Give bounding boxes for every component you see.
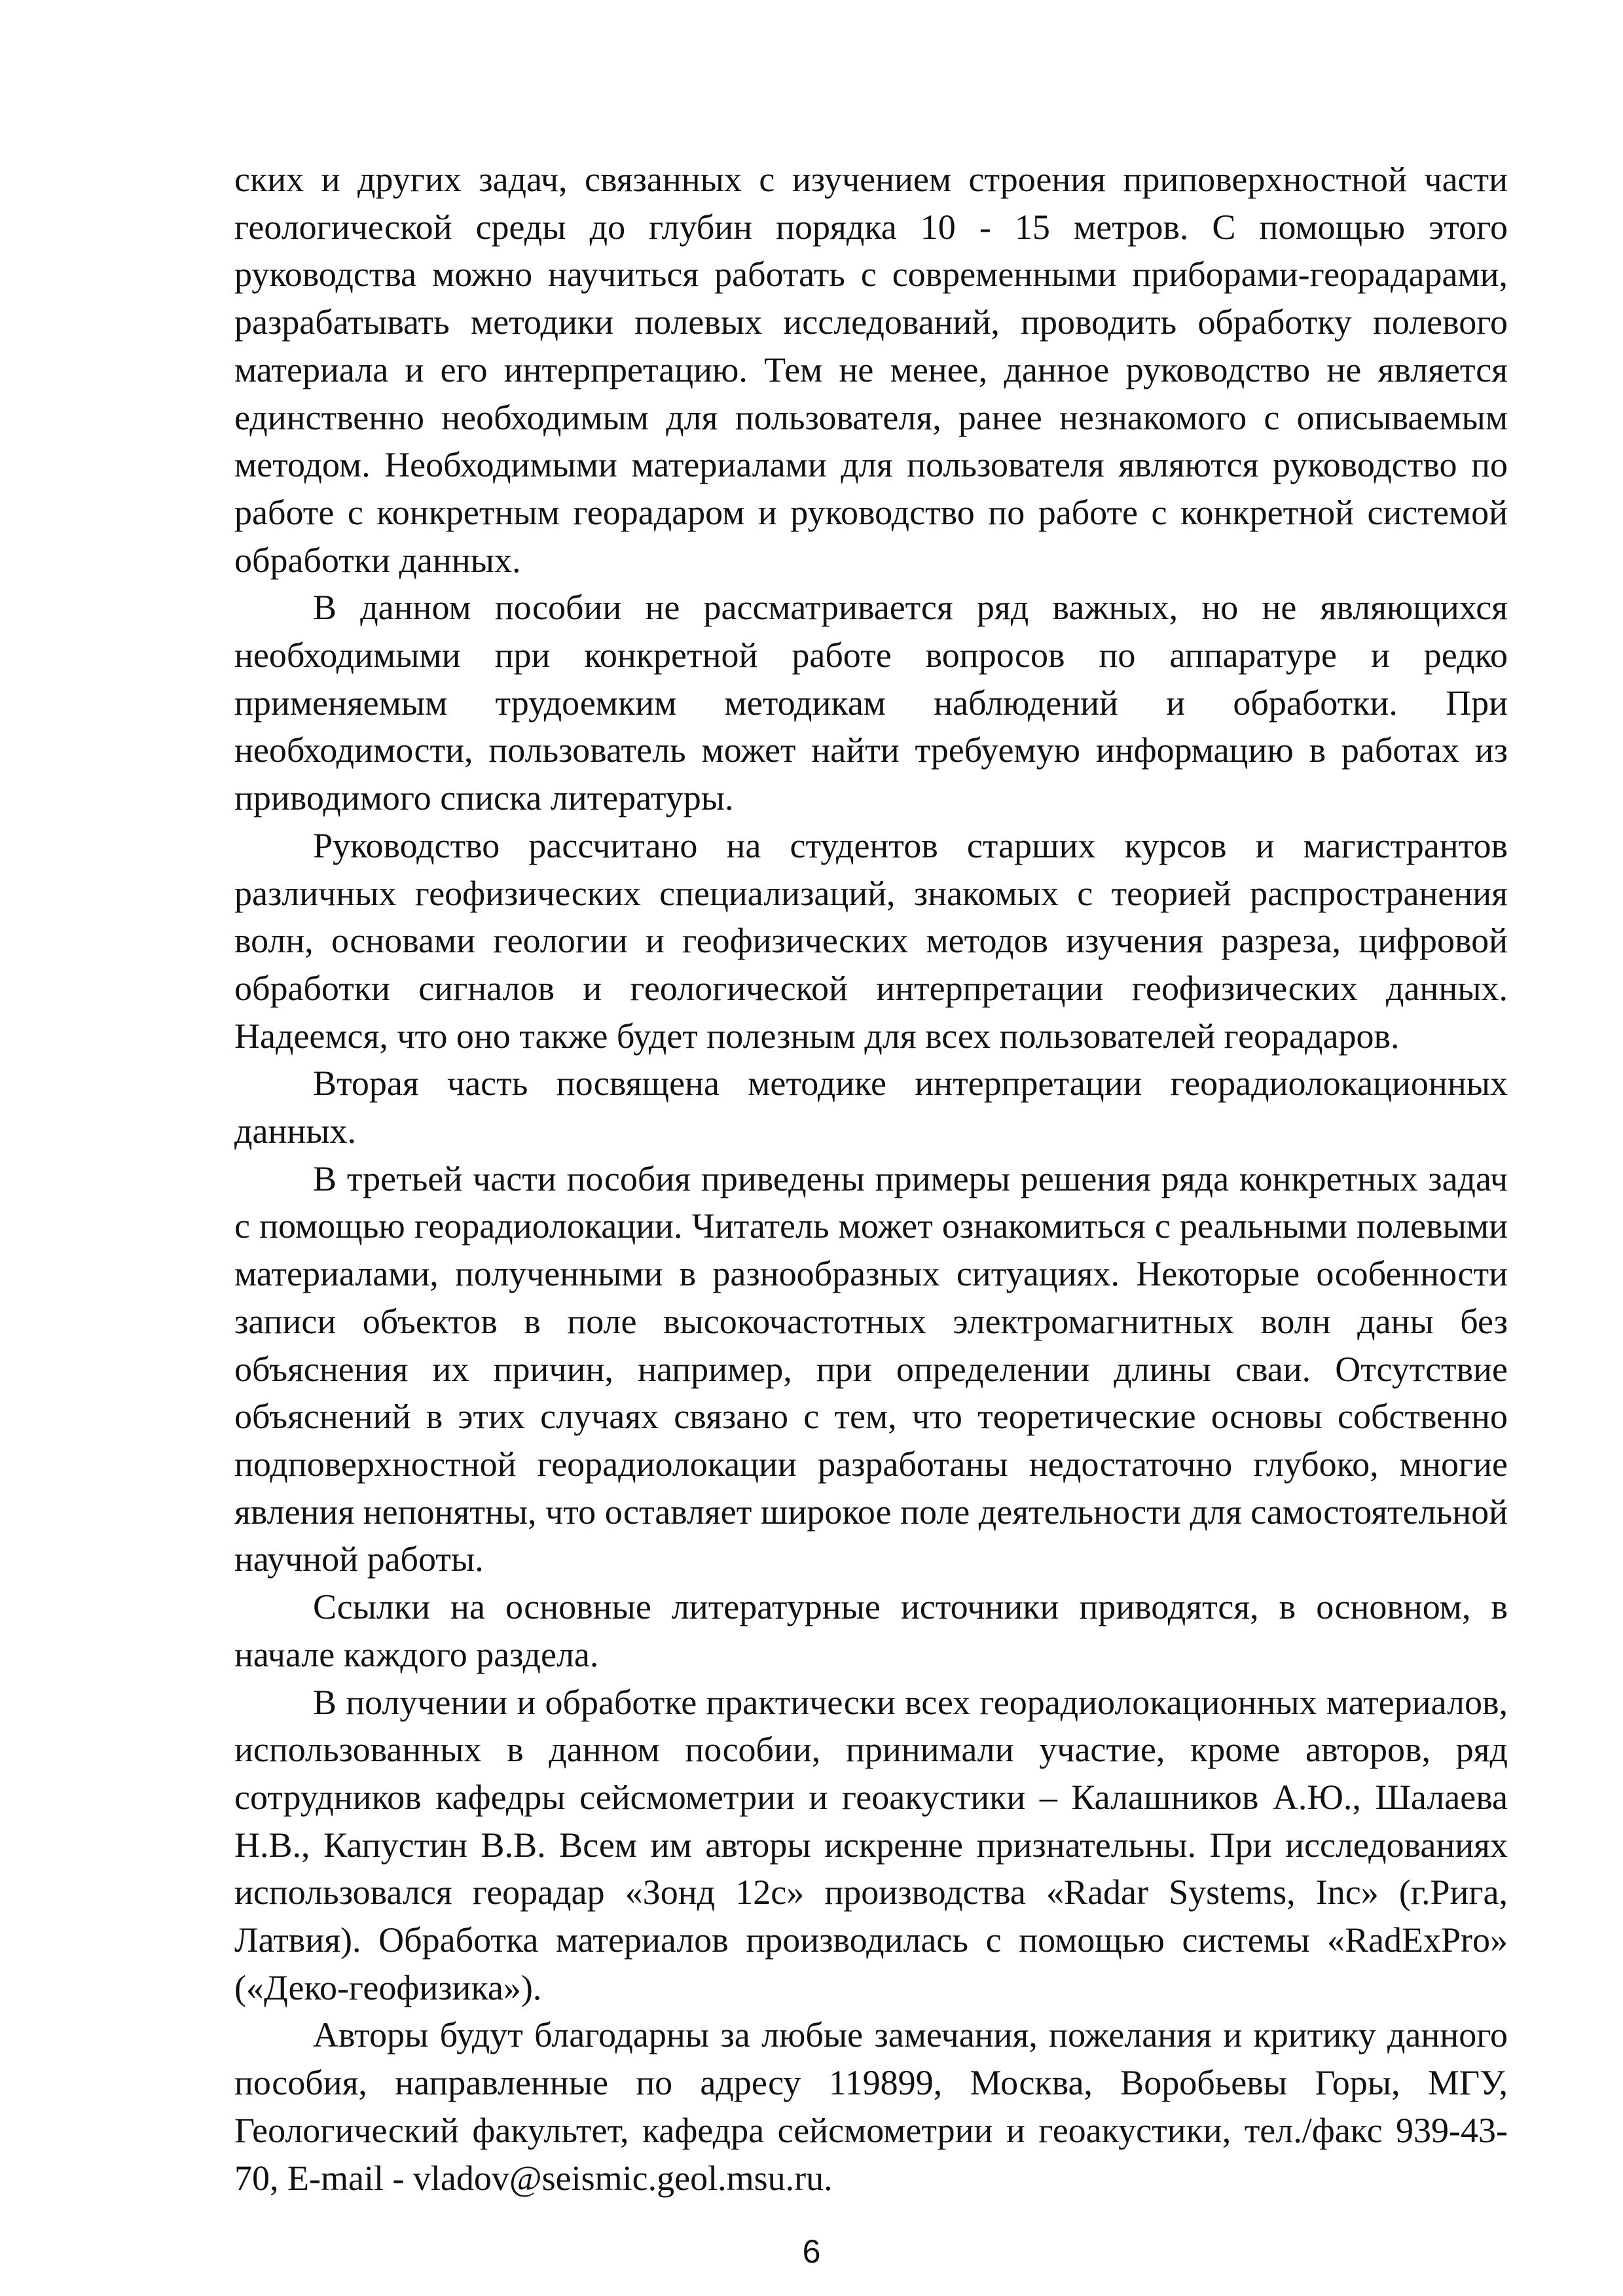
paragraph-7: В получении и обработке практически всех георадиолокационных материалов, использованных в данном пособии, принимали участие, кроме авторов, ряд сотрудников кафедры сейсмометрии и геоакустики – Калашников А.Ю., Шалаева Н.В., Капустин В.В. Всем им авторы искренне признательны. При исследованиях использовался георадар «Зонд 12с» производства «Radar Systems, Inc» (г.Рига, Латвия). Обработка материалов производилась с помощью системы «RadExPro» («Деко-геофизика»). [234, 1682, 1508, 2007]
page-number: 6 [802, 2233, 821, 2270]
paragraph-8: Авторы будут благодарны за любые замечания, пожелания и критику данного пособия, направленные по адресу 119899, Москва, Воробьевы Горы, МГУ, Геологический факультет, кафедра сейсмометрии и геоакустики, тел./факс 939-43-70, E-mail - vladov@seismic.geol.msu.ru. [234, 2015, 1508, 2198]
paragraph-3: Руководство рассчитано на студентов старших курсов и магистрантов различных геофизических специализаций, знакомых с теорией распространения волн, основами геологии и геофизических методов изучения разреза, цифровой обработки сигналов и геологической интерпретации геофизических данных. Надеемся, что оно также будет полезным для всех пользователей георадаров. [234, 825, 1508, 1056]
paragraph-4: Вторая часть посвящена методике интерпретации георадиолокационных данных. [234, 1064, 1508, 1151]
paragraph-1: ских и других задач, связанных с изучением строения приповерхностной части геологической среды до глубин порядка 10 - 15 метров. С помощью этого руководства можно научиться работать с современными приборами-георадарами, разрабатывать методики полевых исследований, проводить обработку полевого материала и его интерпретацию. Тем не менее, данное руководство не является единственно необходимым для пользователя, ранее незнакомого с описываемым методом. Необходимыми материалами для пользователя являются руководство по работе с конкретным георадаром и руководство по работе с конкретной системой обработки данных. [234, 160, 1508, 580]
paragraph-6: Ссылки на основные литературные источники приводятся, в основном, в начале каждого раздела. [234, 1587, 1508, 1674]
body-text [234, 156, 1508, 2202]
paragraph-2: В данном пособии не рассматривается ряд важных, но не являющихся необходимыми при конкретной работе вопросов по аппаратуре и редко применяемым трудоемким методикам наблюдений и обработки. При необходимости, пользователь может найти требуемую информацию в работах из приводимого списка литературы. [234, 588, 1508, 818]
paragraph-5: В третьей части пособия приведены примеры решения ряда конкретных задач с помощью георадиолокации. Читатель может ознакомиться с реальными полевыми материалами, полученными в разнообразных ситуациях. Некоторые особенности записи объектов в поле высокочастотных электромагнитных волн даны без объяснения их причин, например, при определении длины сваи. Отсутствие объяснений в этих случаях связано с тем, что теоретические основы собственно подповерхностной георадиолокации разработаны недостаточно глубоко, многие явления непонятны, что оставляет широкое поле деятельности для самостоятельной научной работы. [234, 1158, 1508, 1579]
